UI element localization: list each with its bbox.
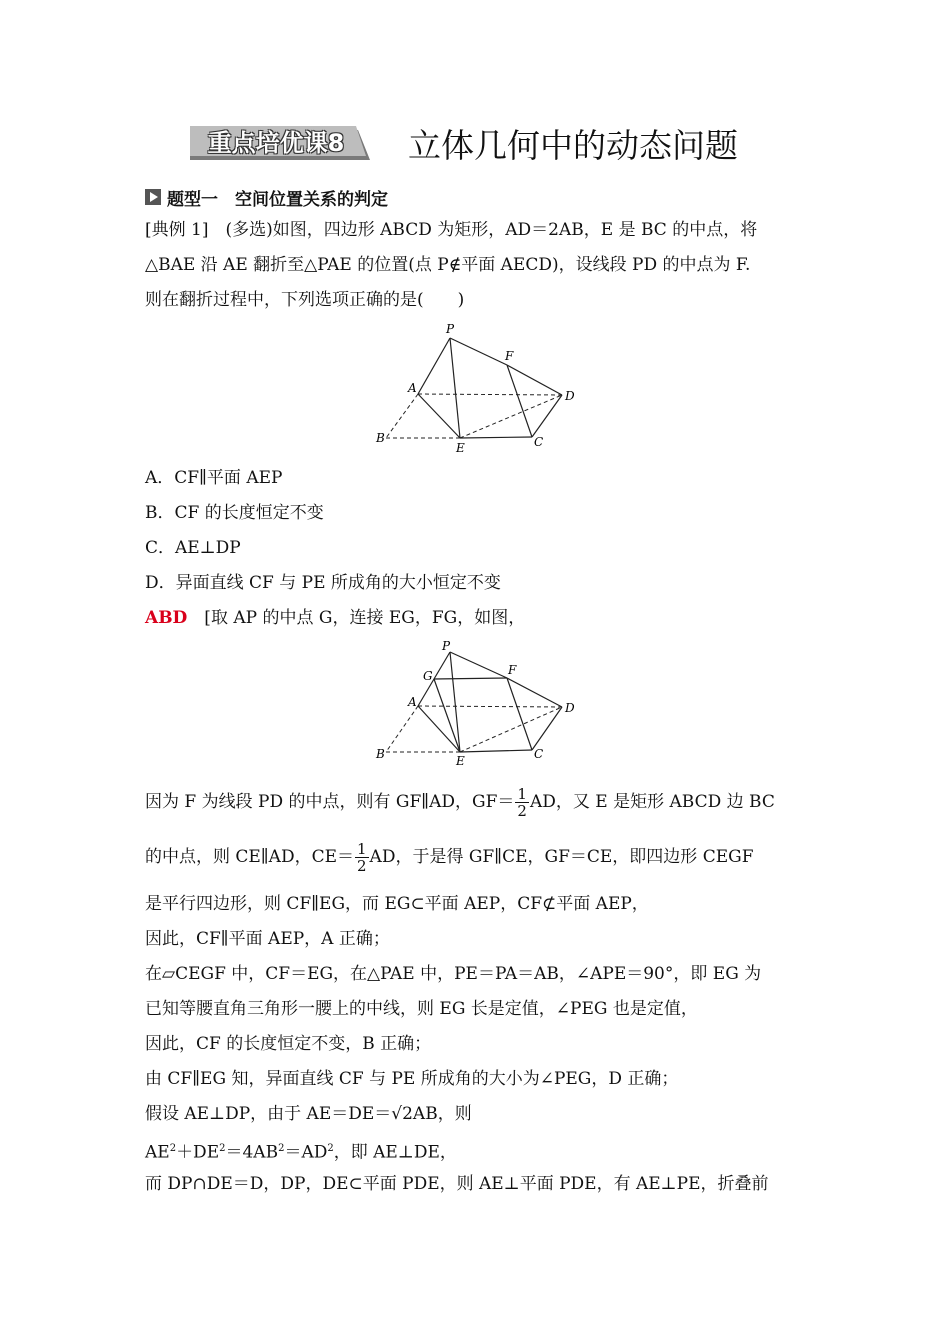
label-P: P <box>442 640 451 653</box>
fraction-denominator: 2 <box>517 802 527 820</box>
solution-line-9: 假设 AE⊥DP，由于 AE＝DE＝√2AB，则 <box>145 1104 472 1124</box>
edge-AE <box>418 394 460 438</box>
label-C: C <box>534 747 544 761</box>
label-D: D <box>565 389 575 403</box>
option-d: D．异面直线 CF 与 PE 所成角的大小恒定不变 <box>145 573 501 593</box>
edge-PF <box>450 338 507 365</box>
superscript: 2 <box>327 1143 334 1154</box>
edge-PF <box>450 652 507 678</box>
solution-text: ，即 AE⊥DE， <box>333 1142 457 1163</box>
label-E: E <box>456 754 465 768</box>
solution-line-2 <box>145 838 754 876</box>
solution-line-10 <box>145 1136 457 1166</box>
fraction-half <box>515 786 529 819</box>
solution-text: 因为 F 为线段 PD 的中点，则有 GF∥AD，GF＝ <box>145 792 515 812</box>
label-B: B <box>376 431 385 445</box>
edge-EC <box>460 437 532 438</box>
solution-text: AE <box>145 1142 170 1163</box>
solution-text: 的中点，则 CE∥AD，CE＝ <box>145 847 354 867</box>
answer-line <box>145 605 525 631</box>
answer-intro: [取 AP 的中点 G，连接 EG，FG，如图， <box>187 608 526 628</box>
label-F: F <box>505 349 514 363</box>
edge-AD-dashed <box>418 706 562 707</box>
edge-CD <box>532 707 562 750</box>
solution-line-5: 在▱CEGF 中，CF＝EG，在△PAE 中，PE＝PA＝AB，∠APE＝90°，即 EG 为 <box>145 964 762 984</box>
answer-key: ABD <box>145 608 188 628</box>
superscript: 2 <box>219 1143 226 1154</box>
label-A: A <box>408 381 417 395</box>
problem-line-1: [典例 1] (多选)如图，四边形 ABCD 为矩形，AD＝2AB，E 是 BC 的中点，将 <box>145 220 758 240</box>
section-heading <box>145 184 388 210</box>
figure-folding-diagram <box>370 318 590 458</box>
label-E: E <box>456 441 465 455</box>
label-C: C <box>534 435 544 449</box>
label-P: P <box>446 322 455 336</box>
option-c: C．AE⊥DP <box>145 538 241 558</box>
fraction-numerator: 1 <box>517 785 527 803</box>
solution-line-6: 已知等腰直角三角形一腰上的中线，则 EG 长是定值，∠PEG 也是定值， <box>145 999 698 1019</box>
label-G: G <box>423 669 433 683</box>
solution-text: ＝4AB <box>225 1142 279 1163</box>
label-B: B <box>376 747 385 761</box>
fraction-half <box>355 841 369 874</box>
page-title: 立体几何中的动态问题 <box>408 126 738 165</box>
edge-AE <box>418 706 460 752</box>
fraction-denominator: 2 <box>357 857 367 875</box>
solution-text: ＋DE <box>176 1142 220 1163</box>
badge-text: 重点培优课8 <box>207 129 345 157</box>
edge-GF <box>434 678 507 679</box>
solution-line-1 <box>145 783 775 821</box>
label-A: A <box>408 695 417 709</box>
solution-line-8: 由 CF∥EG 知，异面直线 CF 与 PE 所成角的大小为∠PEG，D 正确； <box>145 1069 679 1089</box>
solution-text: AD，于是得 GF∥CE，GF＝CE，即四边形 CEGF <box>369 847 754 867</box>
problem-line-2: △BAE 沿 AE 翻折至△PAE 的位置(点 P∉平面 AECD)，设线段 PD 的中点为 F. <box>145 255 751 275</box>
solution-line-3: 是平行四边形，则 CF∥EG，而 EG⊂平面 AEP，CF⊄平面 AEP， <box>145 894 649 914</box>
edge-FC <box>507 365 532 437</box>
edge-AB-dashed <box>386 394 418 438</box>
superscript: 2 <box>278 1143 285 1154</box>
fraction-numerator: 1 <box>357 840 367 858</box>
edge-AB-dashed <box>386 706 418 752</box>
edge-PE <box>450 338 460 438</box>
solution-line-11: 而 DP∩DE＝D，DP，DE⊂平面 PDE，则 AE⊥平面 PDE，有 AE⊥PE，折叠前 <box>145 1174 769 1194</box>
solution-line-4: 因此，CF∥平面 AEP，A 正确； <box>145 929 390 949</box>
edge-EC <box>460 750 532 752</box>
label-F: F <box>508 663 517 677</box>
lesson-badge <box>190 126 370 160</box>
solution-text: ＝AD <box>284 1142 328 1163</box>
edge-AD-dashed <box>418 394 562 395</box>
option-b: B．CF 的长度恒定不变 <box>145 503 324 523</box>
edge-PA <box>418 338 450 394</box>
figure-solution-diagram <box>370 640 590 770</box>
play-icon <box>145 189 161 205</box>
solution-text: AD，又 E 是矩形 ABCD 边 BC <box>529 792 775 812</box>
superscript: 2 <box>169 1143 177 1154</box>
label-D: D <box>565 701 575 715</box>
section-label: 题型一 空间位置关系的判定 <box>167 189 388 210</box>
option-a: A．CF∥平面 AEP <box>145 468 283 488</box>
solution-line-7: 因此，CF 的长度恒定不变，B 正确； <box>145 1034 432 1054</box>
problem-line-3: 则在翻折过程中，下列选项正确的是( ) <box>145 290 465 310</box>
